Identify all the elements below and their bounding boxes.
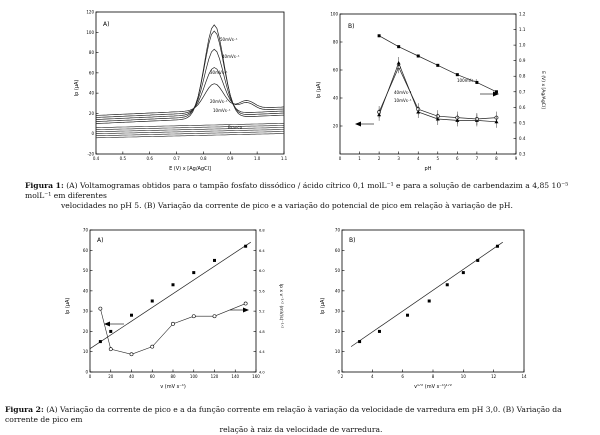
annotation-50: 50mVs⁻¹ bbox=[220, 37, 238, 42]
chart-fig1-b bbox=[312, 10, 552, 175]
y-axis-right-tick-label: 0.8 bbox=[519, 73, 526, 79]
y-axis-right-tick-label: 4.4 bbox=[259, 350, 265, 355]
x-axis-tick-label: 100 bbox=[189, 374, 198, 379]
x-axis-tick-label: 40 bbox=[128, 374, 135, 379]
y-axis-right-tick-label: 5.6 bbox=[259, 289, 265, 294]
x-axis-tick-label: 80 bbox=[170, 374, 176, 379]
y-axis-right-tick-label: 4.8 bbox=[259, 329, 265, 334]
x-axis-tick-label: 1.0 bbox=[253, 156, 261, 161]
fit-line bbox=[90, 242, 251, 349]
y-axis-tick-label: 10 bbox=[334, 349, 340, 355]
data-point bbox=[171, 322, 174, 325]
data-point bbox=[244, 245, 247, 248]
data-point bbox=[109, 330, 112, 333]
y-axis-tick-label: 30 bbox=[334, 308, 340, 314]
y-axis-right-label: E (V) x [Ag/AgCl] bbox=[540, 71, 545, 109]
x-axis-tick-label: 9 bbox=[514, 156, 518, 161]
x-axis-tick-label: 1 bbox=[358, 156, 361, 161]
figure-2-label: Figura 2: bbox=[5, 405, 44, 414]
data-point bbox=[462, 271, 465, 274]
y-axis-right-tick-label: 0.7 bbox=[519, 89, 526, 95]
data-point bbox=[172, 283, 175, 286]
plot-frame bbox=[342, 230, 524, 372]
x-axis-tick-label: 0 bbox=[338, 156, 342, 161]
y-axis-right-tick-label: 5.2 bbox=[259, 309, 265, 314]
data-point bbox=[406, 314, 409, 317]
data-point bbox=[151, 345, 154, 348]
y-axis-label: Ip (µA) bbox=[65, 297, 71, 315]
x-axis-label: v¹ᐟ² (mV s⁻¹)¹ᐟ² bbox=[414, 384, 452, 390]
y-axis-right-tick-label: 4.0 bbox=[259, 370, 265, 375]
data-point bbox=[456, 73, 459, 76]
data-point bbox=[109, 348, 112, 351]
x-axis-tick-label: 1.1 bbox=[280, 156, 288, 161]
data-point bbox=[446, 283, 449, 286]
y-axis-tick-label: 100 bbox=[330, 11, 338, 17]
y-axis-tick-label: 120 bbox=[86, 9, 94, 15]
data-point bbox=[378, 34, 381, 37]
data-point bbox=[213, 315, 216, 318]
x-axis-tick-label: 0.5 bbox=[119, 156, 127, 161]
y-axis-right-tick-label: 0.4 bbox=[519, 135, 526, 141]
y-axis-right-tick-label: 1.2 bbox=[519, 11, 526, 17]
y-axis-tick-label: 20 bbox=[332, 123, 338, 129]
x-axis-tick-label: 7 bbox=[475, 156, 479, 161]
x-axis-tick-label: 160 bbox=[252, 374, 260, 379]
y-axis-tick-label: 50 bbox=[334, 268, 340, 274]
figure-2-caption bbox=[5, 405, 597, 435]
voltammogram-return-curve bbox=[96, 130, 284, 134]
data-point bbox=[151, 300, 154, 303]
x-axis-tick-label: 60 bbox=[149, 374, 155, 379]
y-axis-tick-label: 0 bbox=[85, 369, 88, 375]
y-axis-tick-label: 30 bbox=[82, 308, 88, 314]
y-axis-tick-label: 100 bbox=[86, 29, 94, 35]
x-axis-tick-label: 8 bbox=[431, 374, 435, 379]
data-point bbox=[213, 259, 216, 262]
x-axis-tick-label: 0.9 bbox=[227, 156, 234, 161]
y-axis-tick-label: 60 bbox=[332, 67, 338, 73]
x-axis-tick-label: 4 bbox=[416, 156, 420, 161]
y-axis-right-tick-label: 0.3 bbox=[519, 151, 526, 157]
figure-1-label: Figura 1: bbox=[25, 181, 64, 190]
x-axis-tick-label: 0 bbox=[88, 374, 92, 379]
plot-frame bbox=[96, 12, 284, 154]
y-axis-tick-label: 60 bbox=[82, 247, 88, 253]
y-axis-tick-label: 40 bbox=[82, 288, 88, 294]
y-axis-tick-label: -20 bbox=[87, 151, 94, 157]
x-axis-label: pH bbox=[424, 166, 432, 172]
data-point bbox=[436, 64, 439, 67]
voltammogram-return-curve bbox=[96, 134, 284, 138]
y-axis-right-tick-label: 1.0 bbox=[519, 42, 526, 48]
panel-label: A) bbox=[97, 237, 104, 244]
series-line bbox=[379, 36, 496, 92]
plot-frame bbox=[340, 14, 516, 154]
annotation-branco: Branco bbox=[228, 125, 243, 130]
legend-100: 100mVs⁻¹ bbox=[457, 78, 478, 83]
panel-label: A) bbox=[103, 21, 110, 28]
figure-2-text-2: relação à raiz da velocidade de varredura. bbox=[219, 425, 383, 434]
x-axis-tick-label: 8 bbox=[495, 156, 498, 161]
data-point bbox=[476, 259, 479, 262]
x-axis-tick-label: 4 bbox=[371, 374, 374, 379]
x-axis-tick-label: 0.4 bbox=[92, 156, 100, 161]
chart-fig1-a bbox=[70, 8, 295, 173]
figure-1-caption bbox=[25, 181, 590, 211]
voltammogram-return-curve bbox=[96, 127, 284, 131]
fit-line bbox=[351, 242, 503, 346]
x-axis-tick-label: 0.6 bbox=[146, 156, 153, 161]
voltammogram-return-curve bbox=[96, 132, 284, 136]
chart-fig2-b bbox=[316, 226, 536, 394]
voltammogram-return-curve bbox=[96, 125, 284, 129]
x-axis-tick-label: 5 bbox=[436, 156, 440, 161]
x-axis-tick-label: 2 bbox=[340, 374, 344, 379]
annotation-30: 30mVs⁻¹ bbox=[210, 70, 228, 75]
data-point bbox=[358, 340, 361, 343]
y-axis-tick-label: 40 bbox=[88, 90, 94, 96]
y-axis-label: Ip (µA) bbox=[74, 79, 80, 97]
y-axis-tick-label: 20 bbox=[88, 110, 94, 116]
y-axis-tick-label: 80 bbox=[88, 50, 94, 56]
data-point bbox=[378, 330, 381, 333]
data-point bbox=[99, 340, 102, 343]
y-axis-tick-label: 50 bbox=[82, 268, 88, 274]
figure-1-text-2: velocidades no pH 5. (B) Variação da corrente de pico e a variação do potencial de pico em relação à variação de pH. bbox=[61, 201, 513, 210]
voltammogram-curve bbox=[96, 84, 284, 116]
y-axis-right-tick-label: 6.8 bbox=[259, 228, 265, 233]
x-axis-tick-label: 20 bbox=[108, 374, 114, 379]
y-axis-right-tick-label: 1.1 bbox=[519, 27, 526, 33]
x-axis-label: E (V) x [Ag/AgCl] bbox=[169, 166, 211, 172]
legend-10: 10mVs⁻¹ bbox=[394, 98, 412, 103]
figure-2-text-1: (A) Variação da corrente de pico e a da função corrente em relação à variação da velocidade de varredura em pH 3,0. (B) Variação da corrente de pico em bbox=[5, 405, 562, 424]
x-axis-tick-label: 6 bbox=[401, 374, 404, 379]
annotation-40: 40mVs⁻¹ bbox=[222, 54, 240, 59]
x-axis-tick-label: 14 bbox=[521, 374, 527, 379]
y-axis-tick-label: 20 bbox=[334, 328, 340, 334]
y-axis-tick-label: 20 bbox=[82, 328, 88, 334]
data-point bbox=[417, 55, 420, 58]
y-axis-tick-label: 0 bbox=[91, 131, 94, 137]
y-axis-right-tick-label: 6.4 bbox=[259, 248, 265, 253]
x-axis-tick-label: 10 bbox=[460, 374, 466, 379]
figure-1-text-1: (A) Voltamogramas obtidos para o tampão fosfato dissódico / ácido cítrico 0,1 molL⁻¹ e para a solução de carbendazim a 4,85 10⁻⁵ molL⁻¹ em diferentes bbox=[25, 181, 569, 200]
data-point bbox=[130, 353, 133, 356]
y-axis-right-tick-label: 6.0 bbox=[259, 269, 265, 274]
y-axis-tick-label: 40 bbox=[334, 288, 340, 294]
y-axis-tick-label: 70 bbox=[82, 227, 88, 233]
y-axis-right-tick-label: 0.9 bbox=[519, 58, 526, 64]
data-point bbox=[397, 45, 400, 48]
plot-frame bbox=[90, 230, 256, 372]
x-axis-tick-label: 6 bbox=[456, 156, 459, 161]
right-arrowhead bbox=[243, 308, 249, 313]
y-axis-right-label: Ip x v⁻¹ᐟ² (mV/s)⁻¹ᐟ² bbox=[278, 283, 283, 329]
data-point bbox=[428, 300, 431, 303]
legend-40: 40mVs⁻¹ bbox=[394, 90, 412, 95]
x-axis-tick-label: 2 bbox=[377, 156, 381, 161]
x-axis-tick-label: 140 bbox=[231, 374, 240, 379]
y-axis-tick-label: 80 bbox=[332, 39, 338, 45]
x-axis-tick-label: 0.7 bbox=[173, 156, 180, 161]
voltammogram-curve bbox=[96, 49, 284, 119]
y-axis-label: Ip (µA) bbox=[316, 81, 322, 99]
annotation-20: 20mVs⁻¹ bbox=[210, 99, 228, 104]
x-axis-tick-label: 12 bbox=[491, 374, 497, 379]
data-point bbox=[99, 307, 102, 310]
chart-fig2-a bbox=[60, 226, 285, 394]
y-axis-label: Ip (µA) bbox=[320, 297, 326, 315]
panel-label: B) bbox=[349, 237, 356, 244]
data-point bbox=[130, 314, 133, 317]
voltammogram-curve bbox=[96, 25, 284, 124]
voltammogram-curve bbox=[96, 31, 284, 122]
y-axis-tick-label: 10 bbox=[82, 349, 88, 355]
x-axis-tick-label: 3 bbox=[397, 156, 400, 161]
y-axis-tick-label: 40 bbox=[332, 95, 338, 101]
x-axis-tick-label: 0.8 bbox=[200, 156, 207, 161]
data-point bbox=[244, 302, 247, 305]
series-line bbox=[100, 304, 245, 355]
x-axis-tick-label: 120 bbox=[210, 374, 219, 379]
data-point bbox=[192, 271, 195, 274]
data-point bbox=[192, 315, 195, 318]
y-axis-tick-label: 60 bbox=[334, 247, 340, 253]
y-axis-tick-label: 60 bbox=[88, 70, 94, 76]
y-axis-right-tick-label: 0.5 bbox=[519, 120, 526, 126]
annotation-10: 10mVs⁻¹ bbox=[213, 108, 231, 113]
y-axis-tick-label: 70 bbox=[334, 227, 340, 233]
panel-label: B) bbox=[348, 23, 355, 30]
blank-curve bbox=[96, 123, 284, 127]
y-axis-right-tick-label: 0.6 bbox=[519, 104, 526, 110]
left-arrowhead bbox=[355, 122, 361, 127]
data-point bbox=[496, 245, 499, 248]
x-axis-label: v (mV s⁻¹) bbox=[160, 384, 186, 390]
y-axis-tick-label: 0 bbox=[337, 369, 340, 375]
